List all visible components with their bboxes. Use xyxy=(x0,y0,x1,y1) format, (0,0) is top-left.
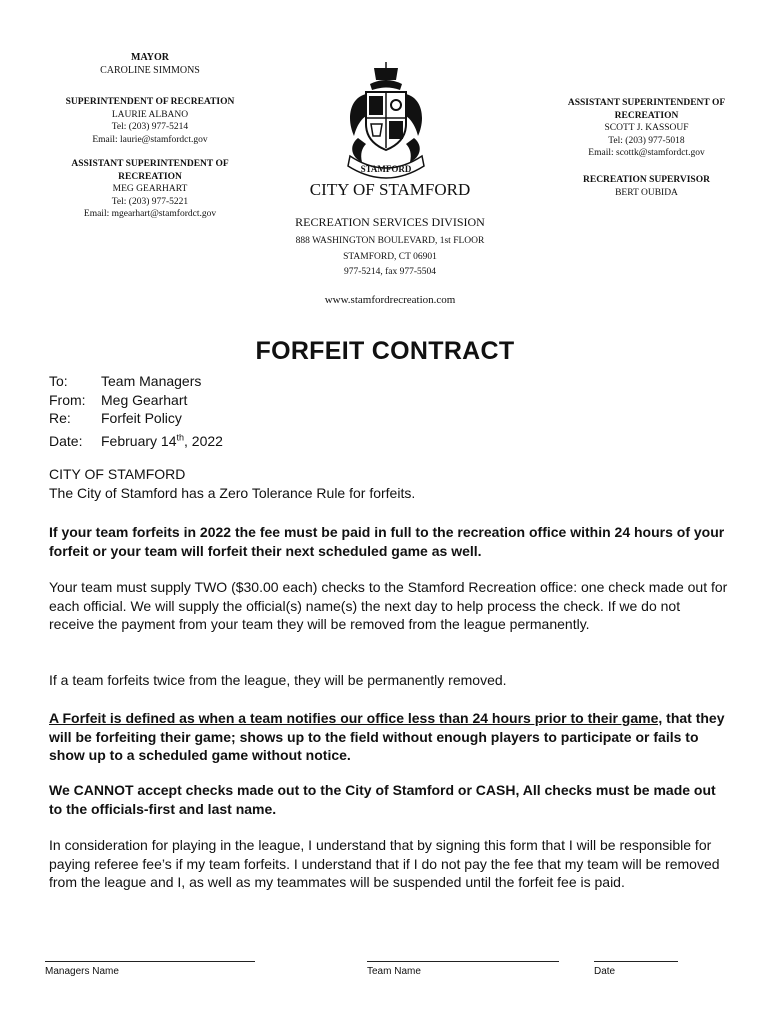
consideration-paragraph: In consideration for playing in the league, I understand that by signing this form that I will be responsible for paying referee fee’s if my team forfeits. I understand that if I do not pay the fee that my team will be removed from the league and I, as well as my teammates will be suspended until the forfeit fee is paid. xyxy=(49,837,720,890)
date-line[interactable] xyxy=(594,961,678,962)
recreation-supervisor-title: RECREATION SUPERVISOR xyxy=(583,175,710,185)
superintendent-tel: Tel: (203) 977-5214 xyxy=(111,122,189,132)
recreation-supervisor-name: BERT OUBIDA xyxy=(615,187,678,198)
memo-re-value: Forfeit Policy xyxy=(101,410,182,427)
division-address xyxy=(250,234,530,281)
city-seal-logo xyxy=(336,58,436,188)
division-name: RECREATION SERVICES DIVISION xyxy=(295,215,485,229)
memo-to-value: Team Managers xyxy=(101,373,202,389)
assistant-superintendent-tel: Tel: (203) 977-5221 xyxy=(111,196,189,207)
team-name-label: Team Name xyxy=(367,966,421,977)
assistant-superintendent-right-name: SCOTT J. KASSOUF xyxy=(604,123,689,133)
website-link[interactable]: www.stamfordrecreation.com xyxy=(324,294,456,306)
superintendent-block xyxy=(50,96,250,146)
memo-re-label: Re: xyxy=(49,410,71,427)
memo-date-value: February 14th, 2022 xyxy=(101,432,223,449)
forfeit-definition-underlined: A Forfeit is defined as when a team notifies our office less than 24 hours prior to their game, xyxy=(49,710,663,726)
assistant-superintendent-right-title: ASSISTANT SUPERINTENDENT OF RECREATION xyxy=(567,98,726,121)
city-heading: CITY OF STAMFORD xyxy=(49,466,186,482)
memo-header xyxy=(49,372,223,450)
assistant-superintendent-name: MEG GEARHART xyxy=(112,184,188,194)
address-line-2: STAMFORD, CT 06901 xyxy=(343,251,437,262)
manager-name-label: Managers Name xyxy=(45,966,119,977)
assistant-superintendent-right-block xyxy=(554,97,739,160)
memo-from-value: Meg Gearhart xyxy=(101,391,188,408)
recreation-supervisor-block xyxy=(554,174,739,199)
assistant-superintendent-right-tel: Tel: (203) 977-5018 xyxy=(608,135,685,146)
mayor-block xyxy=(60,52,240,77)
memo-date-row xyxy=(49,428,223,450)
memo-date-label: Date: xyxy=(49,432,83,449)
memo-to-label: To: xyxy=(49,373,68,389)
forfeit-definition-paragraph xyxy=(49,709,729,765)
superintendent-title: SUPERINTENDENT OF RECREATION xyxy=(65,97,235,107)
assistant-superintendent-email: Email: mgearhart@stamfordct.gov xyxy=(83,209,217,219)
checks-paragraph: Your team must supply TWO ($30.00 each) checks to the Stamford Recreation office: one check made out for each official. We will supply the official(s) name(s) the next day to help process the check. If we do not receive the payment from your team they will be removed from the league permanently. xyxy=(49,579,728,632)
document-title: FORFEIT CONTRACT xyxy=(255,337,515,365)
team-name-line[interactable] xyxy=(367,961,559,962)
zero-tolerance-paragraph xyxy=(49,465,729,502)
memo-from-row xyxy=(49,391,223,410)
mayor-name: CAROLINE SIMMONS xyxy=(100,64,200,76)
forfeit-definition-rest: that they will be forfeiting their game; shows up to the field without enough players to participate or fails to show up to a scheduled game without notice. xyxy=(49,710,725,763)
assistant-superintendent-left-block xyxy=(50,158,250,221)
seal-banner-text: STAMFORD xyxy=(360,164,412,174)
assistant-superintendent-right-email: Email: scottk@stamfordct.gov xyxy=(588,148,705,158)
zero-tolerance-text: The City of Stamford has a Zero Tolerance Rule for forfeits. xyxy=(49,484,416,501)
manager-name-line[interactable] xyxy=(45,961,255,962)
fee-deadline-paragraph: If your team forfeits in 2022 the fee must be paid in full to the recreation office within 24 hours of your forfeit or your team will forfeit their next scheduled game as well. xyxy=(49,524,725,559)
assistant-superintendent-title: ASSISTANT SUPERINTENDENT OF RECREATION xyxy=(71,159,229,182)
memo-re-row xyxy=(49,409,223,428)
superintendent-email: Email: laurie@stamfordct.gov xyxy=(92,134,208,145)
address-line-1: 888 WASHINGTON BOULEVARD, 1st FLOOR xyxy=(295,236,485,246)
memo-to-row xyxy=(49,372,223,391)
mayor-title: MAYOR xyxy=(131,52,169,63)
address-line-3: 977-5214, fax 977-5504 xyxy=(343,267,437,277)
city-title: CITY OF STAMFORD xyxy=(309,180,471,199)
payment-rules-paragraph: We CANNOT accept checks made out to the City of Stamford or CASH, All checks must be made out to the officials-first and last name. xyxy=(49,782,716,817)
superintendent-name: LAURIE ALBANO xyxy=(111,109,189,120)
date-label: Date xyxy=(594,966,616,977)
memo-from-label: From: xyxy=(49,391,86,408)
forfeit-twice-paragraph: If a team forfeits twice from the league, they will be permanently removed. xyxy=(49,672,507,688)
